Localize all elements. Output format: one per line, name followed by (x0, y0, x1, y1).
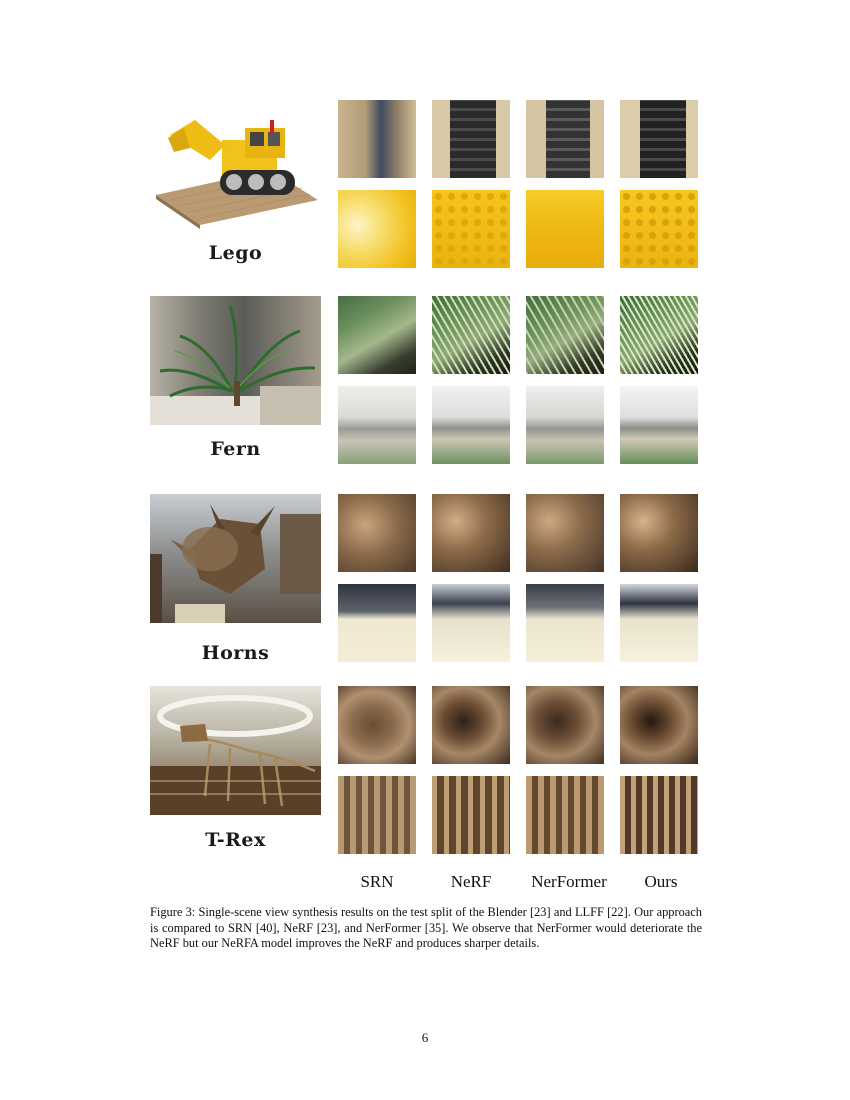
lego-srn-crop-bottom (338, 190, 416, 268)
scene-label-lego: Lego (208, 242, 263, 264)
fern-nerformer-crop-top (526, 296, 604, 374)
method-label-nerformer: NerFormer (531, 872, 607, 891)
page-number: 6 (421, 1030, 429, 1045)
lego-nerformer-crop-top (526, 100, 604, 178)
horns-srn-crop-bottom (338, 584, 416, 662)
fern-ours-crop-top (620, 296, 698, 374)
trex-srn-crop-top (338, 686, 416, 764)
lego-nerformer-crop-bottom (526, 190, 604, 268)
horns-nerformer-crop-bottom (526, 584, 604, 662)
lego-srn-crop-top (338, 100, 416, 178)
fern-srn-crop-bottom (338, 386, 416, 464)
scene-label-horns: Horns (201, 642, 270, 664)
trex-ours-crop-bottom (620, 776, 698, 854)
horns-nerf-crop-top (432, 494, 510, 572)
fern-nerf-crop-top (432, 296, 510, 374)
lego-nerf-crop-top (432, 100, 510, 178)
horns-nerformer-crop-top (526, 494, 604, 572)
method-label-ours: Ours (644, 872, 678, 891)
horns-ours-crop-top (620, 494, 698, 572)
scene-label-fern: Fern (210, 438, 261, 460)
scene-label-trex: T-Rex (205, 829, 266, 851)
fern-srn-crop-top (338, 296, 416, 374)
fern-nerformer-crop-bottom (526, 386, 604, 464)
trex-nerf-crop-bottom (432, 776, 510, 854)
lego-scene-image (150, 100, 321, 229)
trex-ours-crop-top (620, 686, 698, 764)
horns-srn-crop-top (338, 494, 416, 572)
method-label-srn: SRN (360, 872, 394, 891)
figure-caption: Figure 3: Single-scene view synthesis results on the test split of the Blender [23] and LLFF [22]. Our approach is compared to SRN [40], NeRF [23], and NerFormer [35]. We observe that NerFormer would deteriorate the NeRF but our NeRFA model improves the NeRF and produces sharper details. (150, 905, 702, 950)
fern-ours-crop-bottom (620, 386, 698, 464)
horns-nerf-crop-bottom (432, 584, 510, 662)
horns-ours-crop-bottom (620, 584, 698, 662)
lego-ours-crop-top (620, 100, 698, 178)
trex-nerf-crop-top (432, 686, 510, 764)
method-label-nerf: NeRF (450, 872, 492, 891)
trex-nerformer-crop-top (526, 686, 604, 764)
trex-scene-image (150, 686, 321, 815)
lego-ours-crop-bottom (620, 190, 698, 268)
horns-scene-image (150, 494, 321, 623)
fern-nerf-crop-bottom (432, 386, 510, 464)
fern-scene-image (150, 296, 321, 425)
trex-nerformer-crop-bottom (526, 776, 604, 854)
trex-srn-crop-bottom (338, 776, 416, 854)
lego-nerf-crop-bottom (432, 190, 510, 268)
